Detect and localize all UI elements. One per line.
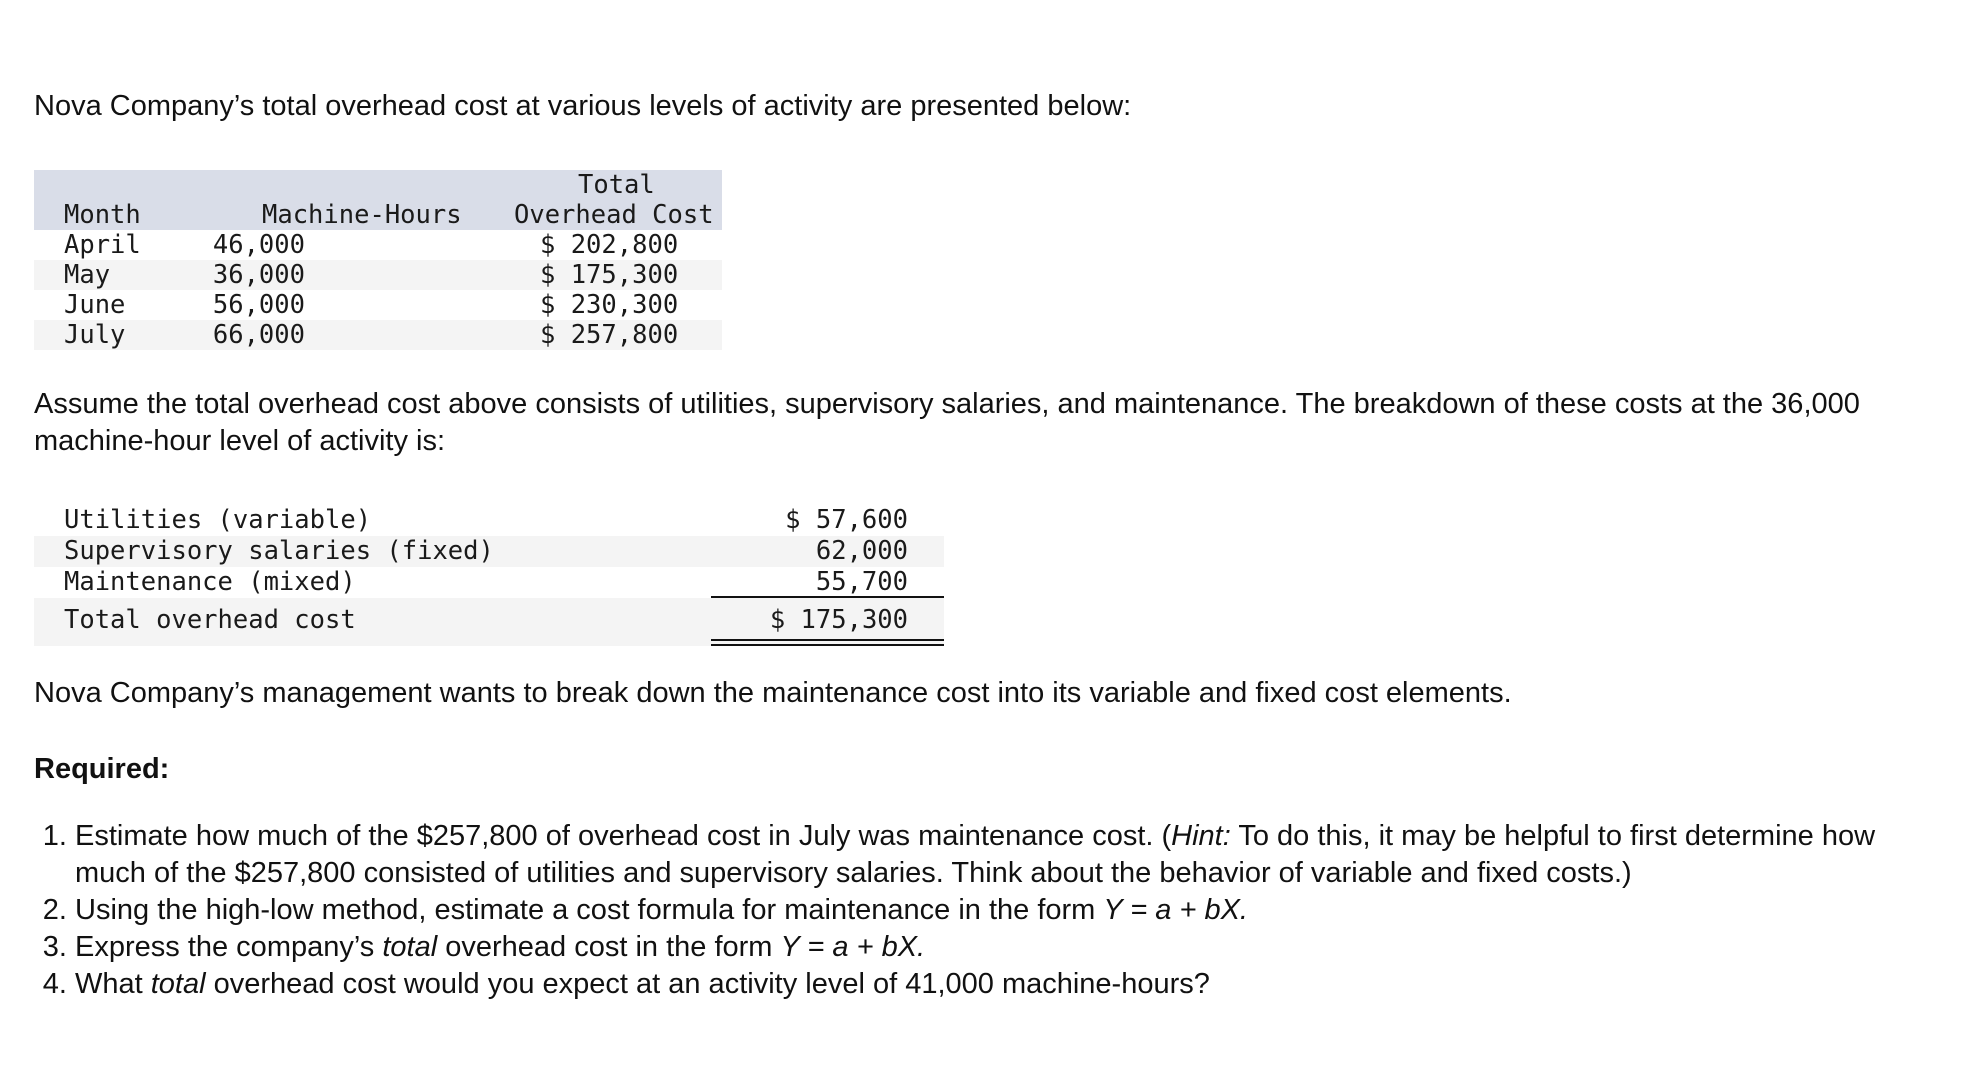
question-4: [75, 966, 1934, 1003]
table-row: [34, 230, 722, 260]
month-cell: May: [64, 260, 111, 290]
col-machine-hours-header: Machine-Hours: [262, 200, 462, 230]
total-label: Total overhead cost: [64, 605, 356, 635]
activity-table: [34, 170, 722, 350]
col-total-header-line2: Overhead Cost: [514, 200, 714, 230]
q1-text-cont: To do this, it may be helpful to first determine how much of the $257,800 consisted of utilities and supervisory salaries. Think about the behavior of variable and fixed costs.): [75, 820, 1876, 889]
table-row: [34, 567, 944, 598]
required-heading: Required:: [34, 753, 170, 785]
table-row: [34, 260, 722, 290]
question-list: [34, 818, 1934, 1003]
cost-amount: $ 57,600: [785, 505, 908, 535]
total-amount: $ 175,300: [769, 605, 908, 635]
intro-text: Nova Company’s total overhead cost at various levels of activity are presented below:: [34, 90, 1132, 122]
management-text: Nova Company’s management wants to break down the maintenance cost into its variable and fixed cost elements.: [34, 677, 1512, 709]
q2-formula: Y = a + bX.: [1103, 894, 1248, 926]
cost-breakdown-table: [34, 505, 944, 646]
q4-text-cont: overhead cost would you expect at an activity level of 41,000 machine-hours?: [205, 968, 1210, 1000]
cost-label: Supervisory salaries (fixed): [64, 536, 494, 566]
q3-text: Express the company’s: [75, 931, 383, 963]
month-cell: June: [64, 290, 126, 320]
machine-hours-cell: 36,000: [212, 260, 305, 290]
table-row: [34, 320, 722, 350]
assume-text: Assume the total overhead cost above consists of utilities, supervisory salaries, and maintenance. The breakdown of these costs at the 36,000 machine-hour level of activity is:: [34, 388, 1860, 457]
q1-text: Estimate how much of the $257,800 of overhead cost in July was maintenance cost. (: [75, 820, 1172, 852]
q3-text-cont: overhead cost in the form: [437, 931, 781, 963]
cost-cell: $ 175,300: [540, 260, 679, 290]
table-row: [34, 290, 722, 320]
question-3: [75, 929, 1934, 966]
table-row: [34, 536, 944, 567]
machine-hours-cell: 56,000: [212, 290, 305, 320]
total-double-underline: [711, 639, 944, 646]
cost-label: Utilities (variable): [64, 505, 372, 535]
cost-amount: 62,000: [815, 536, 908, 566]
q2-text: Using the high-low method, estimate a cost formula for maintenance in the form: [75, 894, 1104, 926]
col-total-header-line1: Total: [578, 170, 655, 200]
total-row: [34, 598, 944, 646]
q4-total: total: [150, 968, 206, 1000]
month-cell: April: [64, 230, 141, 260]
q4-text: What: [75, 968, 151, 1000]
q3-formula: Y = a + bX.: [780, 931, 926, 963]
machine-hours-cell: 66,000: [212, 320, 305, 350]
cost-amount: 55,700: [815, 567, 908, 597]
question-1: [75, 818, 1934, 892]
machine-hours-cell: 46,000: [212, 230, 305, 260]
col-month-header: Month: [64, 200, 141, 230]
cost-cell: $ 257,800: [540, 320, 679, 350]
cost-label: Maintenance (mixed): [64, 567, 356, 597]
question-2: [75, 892, 1934, 929]
q1-hint: Hint:: [1171, 820, 1231, 852]
cost-cell: $ 230,300: [540, 290, 679, 320]
month-cell: July: [64, 320, 126, 350]
cost-cell: $ 202,800: [540, 230, 679, 260]
q3-total: total: [382, 931, 438, 963]
table-row: [34, 505, 944, 536]
table-header: [34, 170, 722, 230]
